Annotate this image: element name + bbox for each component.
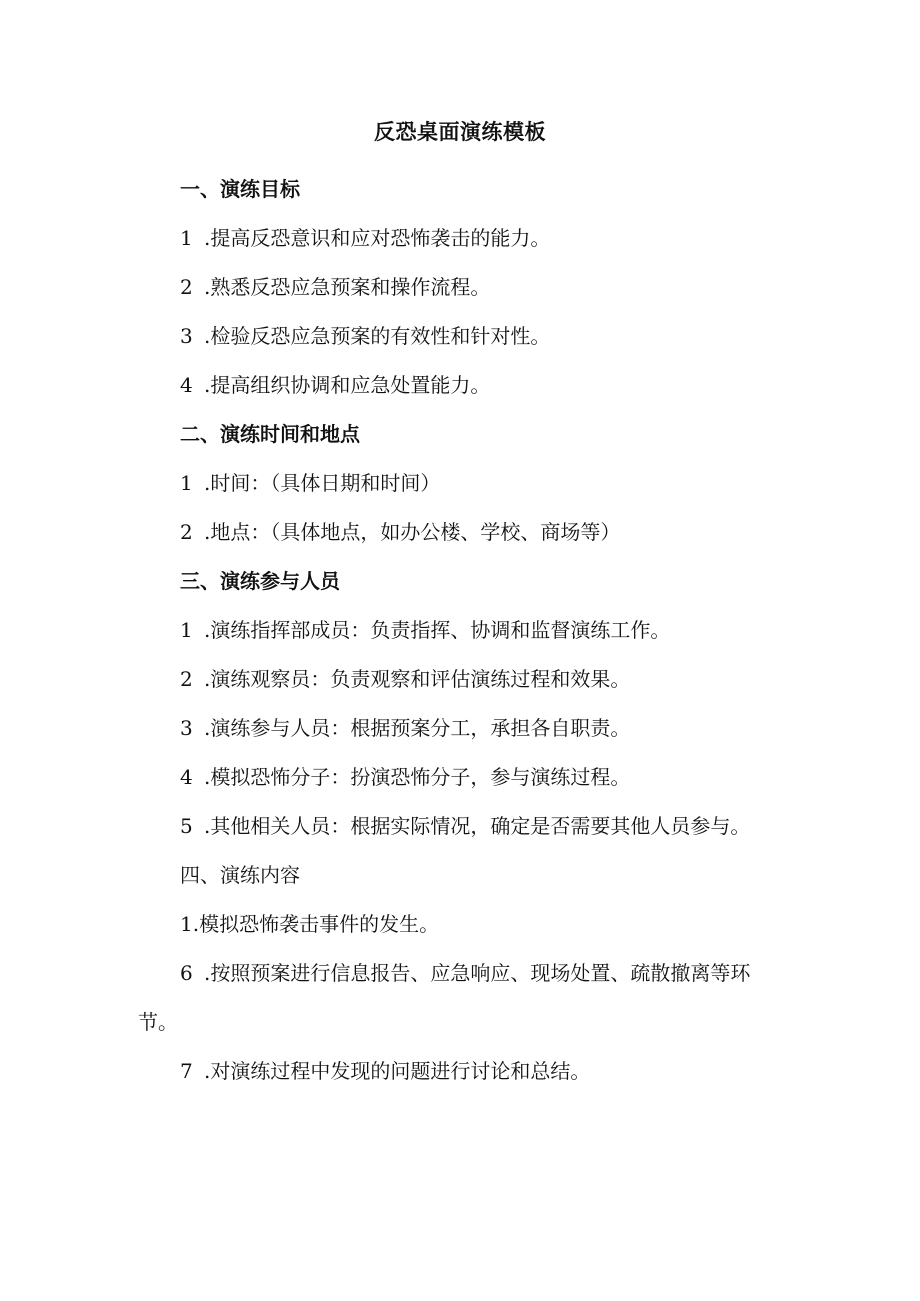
item-number: 7	[180, 1059, 193, 1083]
list-item	[138, 214, 786, 263]
list-item	[138, 802, 786, 851]
item-number: 2	[180, 520, 193, 544]
list-item	[138, 263, 786, 312]
item-number: 4	[180, 765, 193, 789]
item-text: .演练观察员：负责观察和评估演练过程和效果。	[204, 667, 631, 691]
item-text: .对演练过程中发现的问题进行讨论和总结。	[204, 1059, 591, 1083]
list-item	[138, 459, 786, 508]
item-number: 3	[180, 324, 193, 348]
document-body	[138, 165, 786, 1096]
list-item	[138, 1047, 786, 1096]
item-text: .演练参与人员：根据预案分工，承担各自职责。	[204, 716, 631, 740]
item-text: .提高反恐意识和应对恐怖袭击的能力。	[204, 226, 551, 250]
item-text: .模拟恐怖分子：扮演恐怖分子，参与演练过程。	[204, 765, 631, 789]
item-number: 2	[180, 667, 193, 691]
item-text: 1.模拟恐怖袭击事件的发生。	[180, 912, 440, 936]
item-number: 1	[180, 226, 193, 250]
section-heading-participants: 三、演练参与人员	[180, 569, 340, 593]
item-number: 5	[180, 814, 193, 838]
item-number: 3	[180, 716, 193, 740]
item-text: .按照预案进行信息报告、应急响应、现场处置、疏散撤离等环节。	[138, 961, 751, 1034]
item-text: .检验反恐应急预案的有效性和针对性。	[204, 324, 551, 348]
list-item	[138, 508, 786, 557]
list-item	[138, 949, 786, 1047]
section-heading-objectives: 一、演练目标	[180, 177, 300, 201]
item-number: 2	[180, 275, 193, 299]
list-item	[138, 361, 786, 410]
item-text: .提高组织协调和应急处置能力。	[204, 373, 491, 397]
list-item	[138, 704, 786, 753]
item-number: 1	[180, 618, 193, 642]
item-text: .时间：（具体日期和时间）	[204, 471, 441, 495]
list-item	[138, 655, 786, 704]
item-number: 1	[180, 471, 193, 495]
item-text: .其他相关人员：根据实际情况，确定是否需要其他人员参与。	[204, 814, 751, 838]
item-number: 6	[180, 961, 193, 985]
list-item	[138, 900, 786, 949]
section-heading-time-location: 二、演练时间和地点	[180, 422, 360, 446]
list-item	[138, 606, 786, 655]
section-heading-content: 四、演练内容	[180, 863, 300, 887]
list-item	[138, 753, 786, 802]
item-text: .地点：（具体地点，如办公楼、学校、商场等）	[204, 520, 621, 544]
list-item	[138, 312, 786, 361]
document-title: 反恐桌面演练模板	[374, 120, 546, 144]
item-text: .演练指挥部成员：负责指挥、协调和监督演练工作。	[204, 618, 671, 642]
item-number: 4	[180, 373, 193, 397]
item-text: .熟悉反恐应急预案和操作流程。	[204, 275, 491, 299]
